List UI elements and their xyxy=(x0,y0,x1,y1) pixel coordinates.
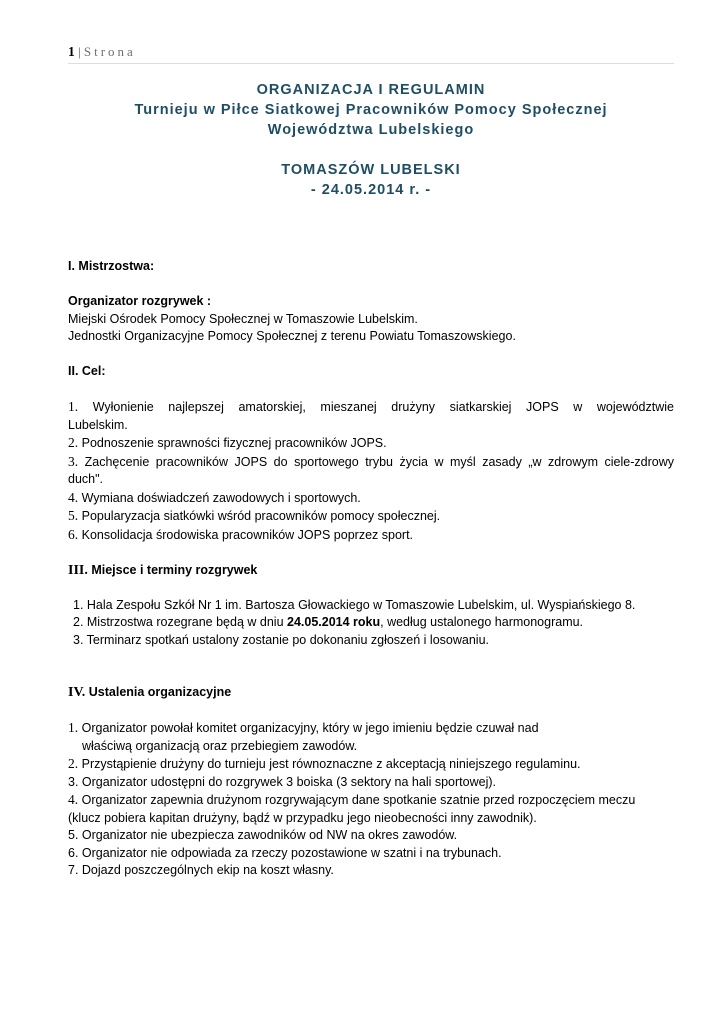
section-4-roman: IV. xyxy=(68,685,86,700)
title-line-3: Województwa Lubelskiego xyxy=(267,122,475,138)
document-body xyxy=(68,258,674,880)
rule-item-2-text: Przystąpienie drużyny do turnieju jest równoznaczne z akceptacją niniejszego regulaminu. xyxy=(81,757,581,771)
section-1-heading: I. Mistrzostwa: xyxy=(68,259,155,273)
section-3-title: Miejsce i terminy rozgrywek xyxy=(91,562,258,577)
rule-item-4-text: Organizator zapewnia drużynom rozgrywającym dane spotkanie szatnie przed rozpoczęciem meczu xyxy=(81,793,636,807)
section-3-heading xyxy=(68,562,674,580)
title-date: - 24.05.2014 r. - xyxy=(310,182,432,198)
rule-item-3: 3. Organizator udostępni do rozgrywek 3 boiska (3 sektory na hali sportowej). xyxy=(68,774,496,789)
title-line-1: ORGANIZACJA I REGULAMIN xyxy=(256,82,486,98)
venue-item-2-post: , według ustalonego harmonogramu. xyxy=(380,615,584,629)
goal-item-4-text: Wymiana doświadczeń zawodowych i sportowych. xyxy=(81,490,361,505)
goal-item-2-number: 2. xyxy=(68,435,79,450)
section-4-heading xyxy=(68,684,674,702)
goal-item-3-text: Zachęcenie pracowników JOPS do sportowego trybu życia w myśl zasady „w zdrowym ciele-zdrowy xyxy=(84,454,674,469)
goal-item-5-number: 5. xyxy=(68,508,79,523)
rule-item-4-number: 4. xyxy=(68,792,79,807)
goal-item-1-text: Wyłonienie najlepszej amatorskiej, mieszanej drużyny siatkarskiej JOPS w województwie xyxy=(92,400,674,414)
rule-item-1 xyxy=(68,719,674,738)
rule-item-5: 5. Organizator nie ubezpiecza zawodników od NW na okres zawodów. xyxy=(68,828,458,842)
goal-item-1-number: 1. xyxy=(68,399,79,414)
rule-item-1-text: Organizator powołał komitet organizacyjny, który w jego imieniu będzie czuwał nad xyxy=(81,721,539,735)
goal-item-1 xyxy=(68,398,674,417)
rule-item-1-cont: właściwą organizacją oraz przebiegiem zawodów. xyxy=(82,738,358,753)
venue-item-1: 1. Hala Zespołu Szkół Nr 1 im. Bartosza Głowackiego w Tomaszowie Lubelskim, ul. Wyspiańskiego 8. xyxy=(73,597,636,612)
goal-item-4-number: 4. xyxy=(68,489,79,505)
rule-item-4-cont: (klucz pobiera kapitan drużyny, bądź w przypadku jego nieobecności inny zawodnik). xyxy=(68,810,537,825)
page-header xyxy=(68,44,674,64)
rule-item-7: 7. Dojazd poszczególnych ekip na koszt własny. xyxy=(68,863,334,877)
rule-item-2 xyxy=(68,755,674,774)
title-city: TOMASZÓW LUBELSKI xyxy=(281,162,461,178)
section-3-roman: III. xyxy=(68,562,88,578)
tournament-date: 24.05.2014 roku xyxy=(287,615,381,629)
organizer-line-1: Miejski Ośrodek Pomocy Społecznej w Tomaszowie Lubelskim. xyxy=(68,311,418,326)
title-line-2: Turnieju w Piłce Siatkowej Pracowników Pomocy Społecznej xyxy=(134,102,608,118)
goal-item-5-text: Popularyzacja siatkówki wśród pracowników pomocy społecznej. xyxy=(81,509,441,523)
organizer-heading: Organizator rozgrywek : xyxy=(68,294,212,308)
goal-item-6-number: 6. xyxy=(68,526,79,542)
rule-item-6: 6. Organizator nie odpowiada za rzeczy pozostawione w szatni i na trybunach. xyxy=(68,845,502,860)
document-title xyxy=(68,80,674,200)
goal-item-5 xyxy=(68,507,674,526)
goal-item-2-text: Podnoszenie sprawności fizycznej pracowników JOPS. xyxy=(81,436,387,450)
goal-item-1-cont: Lubelskim. xyxy=(68,417,128,432)
rule-item-2-number: 2. xyxy=(68,756,79,771)
section-4-title: Ustalenia organizacyjne xyxy=(88,685,232,699)
goal-item-2 xyxy=(68,434,674,453)
goal-item-3-number: 3. xyxy=(68,453,79,469)
rule-item-1-number: 1. xyxy=(68,720,79,735)
goal-item-4 xyxy=(68,489,674,508)
section-2-heading: II. Cel: xyxy=(68,364,106,378)
rule-item-4 xyxy=(68,791,674,810)
goal-item-6-text: Konsolidacja środowiska pracowników JOPS poprzez sport. xyxy=(81,527,414,542)
page-label: Strona xyxy=(83,44,136,59)
organizer-line-2: Jednostki Organizacyjne Pomocy Społecznej z terenu Powiatu Tomaszowskiego. xyxy=(68,329,516,343)
goal-item-6 xyxy=(68,526,674,545)
venue-item-2 xyxy=(68,614,674,632)
goal-item-3 xyxy=(68,453,674,472)
header-separator: | xyxy=(78,44,81,59)
venue-item-3: 3. Terminarz spotkań ustalony zostanie po dokonaniu zgłoszeń i losowaniu. xyxy=(73,632,489,647)
venue-item-2-pre: 2. Mistrzostwa rozegrane będą w dniu xyxy=(73,615,287,629)
goal-item-3-cont: duch". xyxy=(68,472,104,486)
page-number: 1 xyxy=(68,44,75,59)
